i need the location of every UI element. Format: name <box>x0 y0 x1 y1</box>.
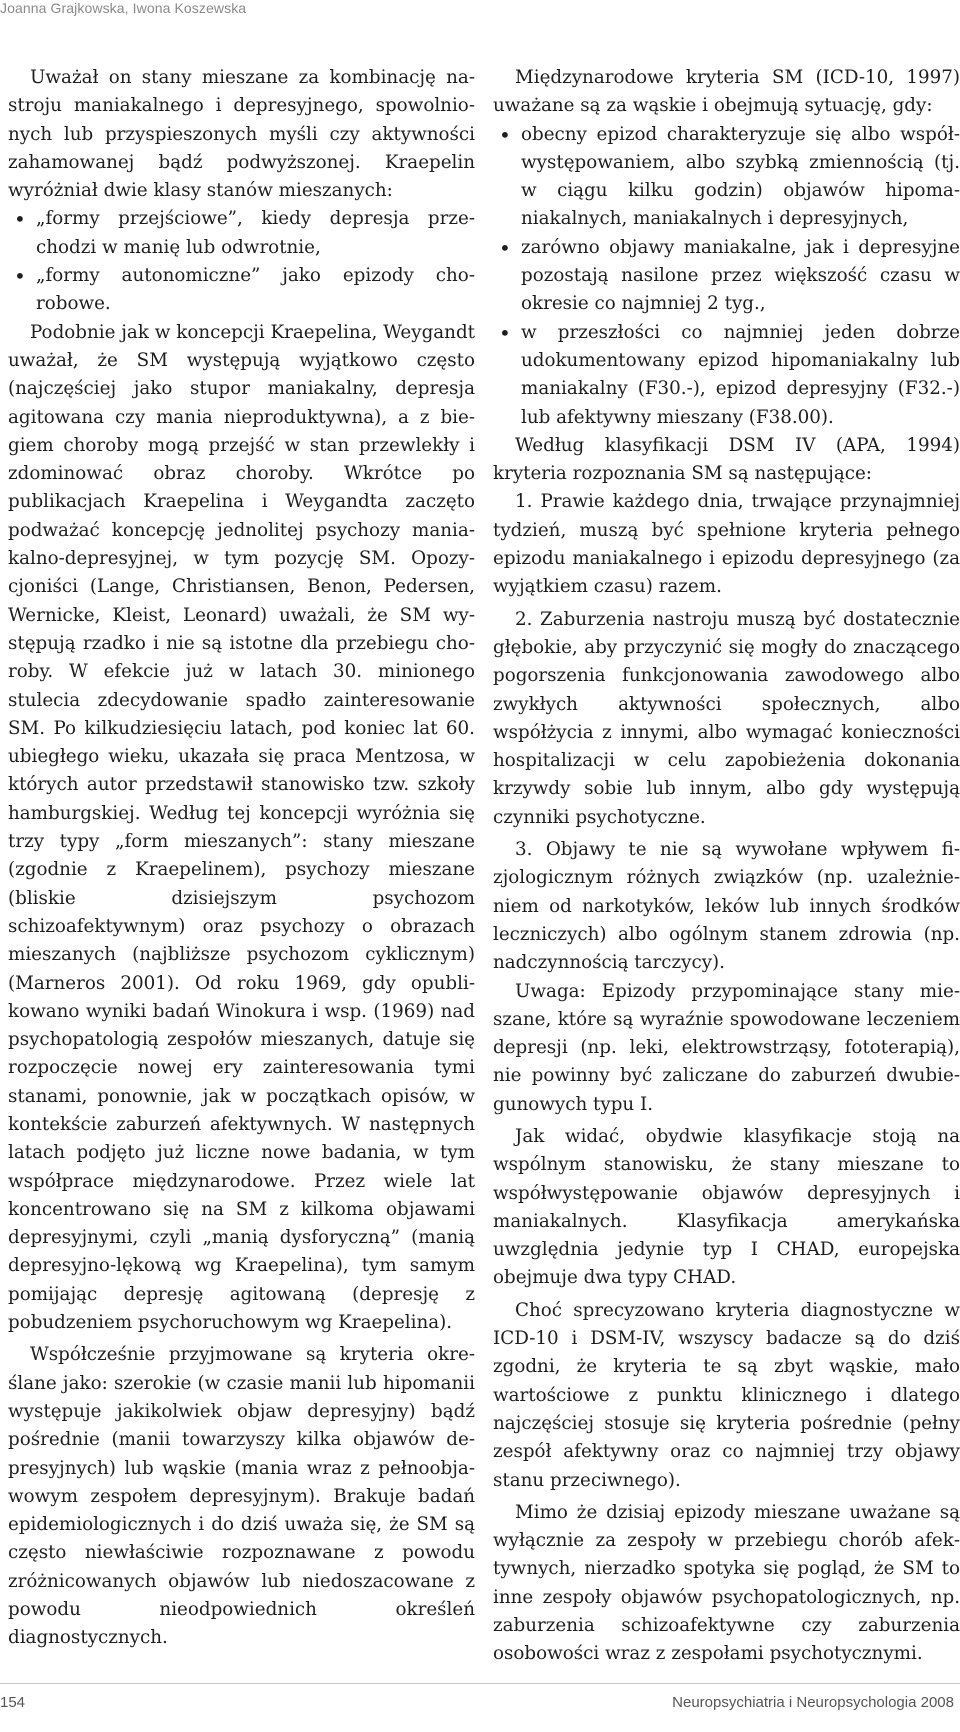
paragraph: Uwaga: Epizody przypominające stany mieszane, które są wyraźnie spowodowane leczeniem depresji (np. leki, elektrowstrząsy, fototerapią), nie powinny być zaliczane do zaburzeń dwubiegunowych typu I. <box>493 980 960 1115</box>
paragraph: Według klasyfikacji DSM IV (APA, 1994) kryteria rozpoznania SM są następujące: <box>493 434 960 485</box>
list-item: • „formy autonomiczne” jako epizody chorobowe. <box>36 262 475 319</box>
numbered-list <box>493 488 960 977</box>
bullet-list <box>8 205 475 318</box>
list-item: • „formy przejściowe”, kiedy depresja przechodzi w manię lub odwrotnie, <box>36 205 475 262</box>
paragraph: Jak widać, obydwie klasyfikacje stoją na wspólnym stanowisku, że stany mieszane to współwystępowanie objawów depresyjnych i maniakalnych. Klasyfikacja amerykańska uwzględnia jedynie typ I CHAD, europejska obejmuje dwa typy CHAD. <box>493 1125 960 1289</box>
list-item: • obecny epizod charakteryzuje się albo współwystępowaniem, albo szybką zmiennością (tj. w ciągu kilku godzin) objawów hipomaniakalnych, maniakalnych i depresyjnych, <box>521 121 960 234</box>
page-number: 154 <box>0 1694 26 1711</box>
paragraph: Choć sprecyzowano kryteria diagnostyczne w ICD-10 i DSM-IV, wszyscy badacze są do dziś zgodni, że kryteria te są zbyt wąskie, mało wartościowe z punktu klinicznego i dlatego najczęściej stosuje się kryteria pośrednie (pełny zespół afektywny oraz co najmniej trzy objawy stanu przeciwnego). <box>493 1299 960 1491</box>
paragraph: Uważał on stany mieszane za kombinację nastroju maniakalnego i depresyjnego, spowolnionych lub przyspieszonych myśli czy aktywności zahamowanej bądź podwyższonej. Kraepelin wyróżniał dwie klasy stanów mieszanych: <box>8 67 475 202</box>
list-item: 2. Zaburzenia nastroju muszą być dostatecznie głębokie, aby przyczynić się mogły do znaczącego pogorszenia funkcjonowania zawodowego albo zwykłych aktywności społecznych, albo współżycia z innymi, albo wymagać konieczności hospitalizacji w celu zapobieżenia dokonania krzywdy sobie lub innym, albo gdy występują czynniki psychotyczne. <box>493 608 960 828</box>
running-head-authors: Joanna Grajkowska, Iwona Koszewska <box>0 0 247 16</box>
paragraph: Współcześnie przyjmowane są kryteria określane jako: szerokie (w czasie manii lub hipomanii występuje jakikolwiek objaw depresyjny) bądź pośrednie (manii towarzyszy kilka objawów depresyjnych) lub wąskie (mania wraz z pełnoobjawowym zespołem depresyjnym). Brakuje badań epidemiologicznych i do dziś uważa się, że SM są często niewłaściwie rozpoznawane z powodu zróżnicowanych objawów lub niedoszacowane z powodu nieodpowiednich określeń diagnostycznych. <box>8 1344 475 1649</box>
list-item: • w przeszłości co najmniej jeden dobrze udokumentowany epizod hipomaniakalny lub maniakalny (F30.-), epizod depresyjny (F32.-) lub afektywny mieszany (F38.00). <box>521 319 960 432</box>
left-column <box>8 64 475 1653</box>
journal-title: Neuropsychiatria i Neuropsychologia 2008 <box>672 1694 954 1711</box>
right-column <box>493 64 960 1669</box>
paragraph: Międzynarodowe kryteria SM (ICD-10, 1997) uważane są za wąskie i obejmują sytuację, gdy: <box>493 67 960 117</box>
list-item: 3. Objawy te nie są wywołane wpływem fizjologicznym różnych związków (np. uzależnieniem od narkotyków, leków lub innych środków leczniczych) albo ogólnym stanem zdrowia (np. nadczynnością tarczycy). <box>493 839 960 974</box>
footer-divider <box>0 1683 960 1684</box>
paragraph: Podobnie jak w koncepcji Kraepelina, Weygandt uważał, że SM występują wyjątkowo często (najczęściej jako stupor maniakalny, depresja agitowana czy mania nieproduktywna), a z biegiem choroby mogą przejść w stan przewlekły i zdominować obraz choroby. Wkrótce po publikacjach Kraepelina i Weygandta zaczęto podważać koncepcję jednolitej psychozy maniakalno-depresyjnej, w tym pozycję SM. Opozycjoniści (Lange, Christiansen, Benon, Pedersen, Wernicke, Kleist, Leonard) uważali, że SM występują rzadko i nie są istotne dla przebiegu choroby. W efekcie już w latach 30. minionego stulecia zdecydowanie spadło zainteresowanie SM. Po kilkudziesięciu latach, pod koniec lat 60. ubiegłego wieku, ukazała się praca Mentzosa, w których autor przedstawił stanowisko tzw. szkoły hamburgskiej. Według tej koncepcji wyróżnia się trzy typy „form mieszanych”: stany mieszane (zgodnie z Kraepelinem), psychozy mieszane (bliskie dzisiejszym psychozom schizoafektywnym) oraz psychozy o obrazach mieszanych (najbliższe psychozom cyklicznym) (Marneros 2001). Od roku 1969, gdy opublikowano wyniki badań Winokura i wsp. (1969) nad psychopatologią zespołów mieszanych, datuje się rozpoczęcie nowej ery zainteresowania tymi stanami, ponownie, jak w początkach opisów, w kontekście zaburzeń afektywnych. W następnych latach podjęto już liczne nowe badania, w tym współprace międzynarodowe. Przez wiele lat koncentrowano się na SM z kilkoma objawami depresyjnymi, czyli „manią dysforyczną” (manią depresyjno-lękową wg Kraepelina), tym samym pomijając depresję agitowaną (depresję z pobudzeniem psychoruchowym wg Kraepelina). <box>8 321 475 1334</box>
list-item: • zarówno objawy maniakalne, jak i depresyjne pozostają nasilone przez większość czasu w okresie co najmniej 2 tyg., <box>521 234 960 319</box>
paragraph: Mimo że dzisiaj epizody mieszane uważane są wyłącznie za zespoły w przebiegu chorób afektywnych, nierzadko spotyka się pogląd, że SM to inne zespoły objawów psychopatologicznych, np. zaburzenia schizoafektywne czy zaburzenia osobowości wraz z zespołami psychotycznymi. <box>493 1501 960 1665</box>
bullet-list <box>493 121 960 432</box>
list-item: 1. Prawie każdego dnia, trwające przynajmniej tydzień, muszą być spełnione kryteria pełnego epizodu maniakalnego i epizodu depresyjnego (za wyjątkiem czasu) razem. <box>493 491 960 598</box>
